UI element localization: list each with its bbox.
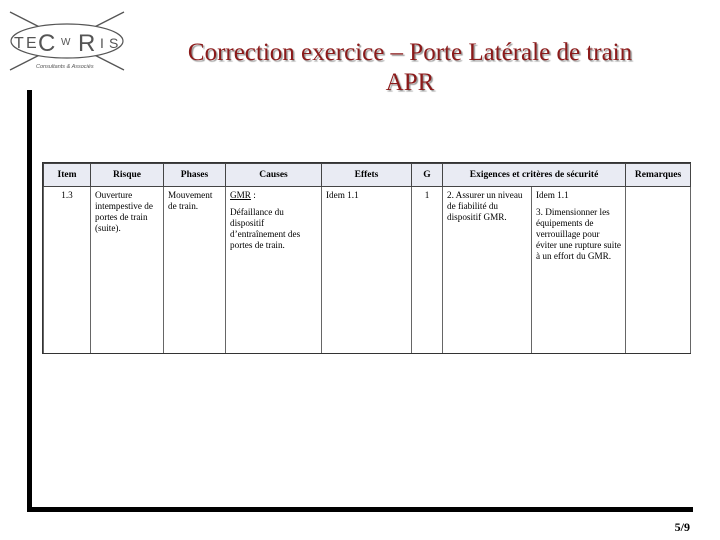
- table-row: [44, 187, 691, 354]
- header-g: G: [412, 164, 443, 187]
- causes-gmr-label: GMR: [230, 190, 251, 200]
- cell-exigences-2: [532, 187, 626, 354]
- cell-item: 1.3: [44, 187, 91, 354]
- causes-separator: :: [250, 190, 256, 200]
- causes-text: Défaillance du dispositif d’entraînement des portes de train.: [230, 207, 301, 250]
- header-item: Item: [44, 164, 91, 187]
- cell-causes: [226, 187, 322, 354]
- slide-title: [130, 38, 690, 98]
- page-number: 5/9: [674, 520, 690, 534]
- header-phases: Phases: [164, 164, 226, 187]
- exigences-idem: Idem 1.1: [536, 190, 569, 200]
- header-causes: Causes: [226, 164, 322, 187]
- cell-effets: Idem 1.1: [322, 187, 412, 354]
- header-risque: Risque: [91, 164, 164, 187]
- logo-letter-c: C: [38, 30, 56, 57]
- logo-letter-r: R: [78, 30, 96, 57]
- apr-table-container: [42, 162, 691, 354]
- table-header-row: [44, 164, 691, 187]
- logo-letter-e: E: [26, 35, 37, 52]
- logo-letter-w: W: [61, 37, 71, 48]
- logo-letter-t: T: [14, 35, 24, 52]
- cell-phases: Mouvement de train.: [164, 187, 226, 354]
- tecwris-logo: [8, 8, 128, 74]
- bottom-frame-bar: [27, 507, 693, 512]
- header-remarques: Remarques: [626, 164, 691, 187]
- exigences-dimensionner: 3. Dimensionner les équipements de verrouillage pour éviter une rupture suite à un effort du GMR.: [536, 207, 621, 261]
- cell-exigences: 2. Assurer un niveau de fiabilité du dispositif GMR.: [443, 187, 532, 354]
- header-effets: Effets: [322, 164, 412, 187]
- logo-graphic: [8, 8, 128, 74]
- apr-table: [43, 163, 691, 353]
- slide-title-line2: APR: [385, 69, 435, 96]
- logo-letter-i: I: [100, 35, 104, 51]
- slide-title-line1: Correction exercice – Porte Latérale de train: [187, 39, 633, 66]
- header-exigences: Exigences et critères de sécurité: [443, 164, 626, 187]
- cell-g: 1: [412, 187, 443, 354]
- logo-tagline: Consultants & Associés: [36, 64, 94, 70]
- logo-letter-s: S: [109, 35, 119, 51]
- cell-risque: Ouverture intempestive de portes de train (suite).: [91, 187, 164, 354]
- left-frame-bar: [27, 90, 32, 510]
- cell-remarques: [626, 187, 691, 354]
